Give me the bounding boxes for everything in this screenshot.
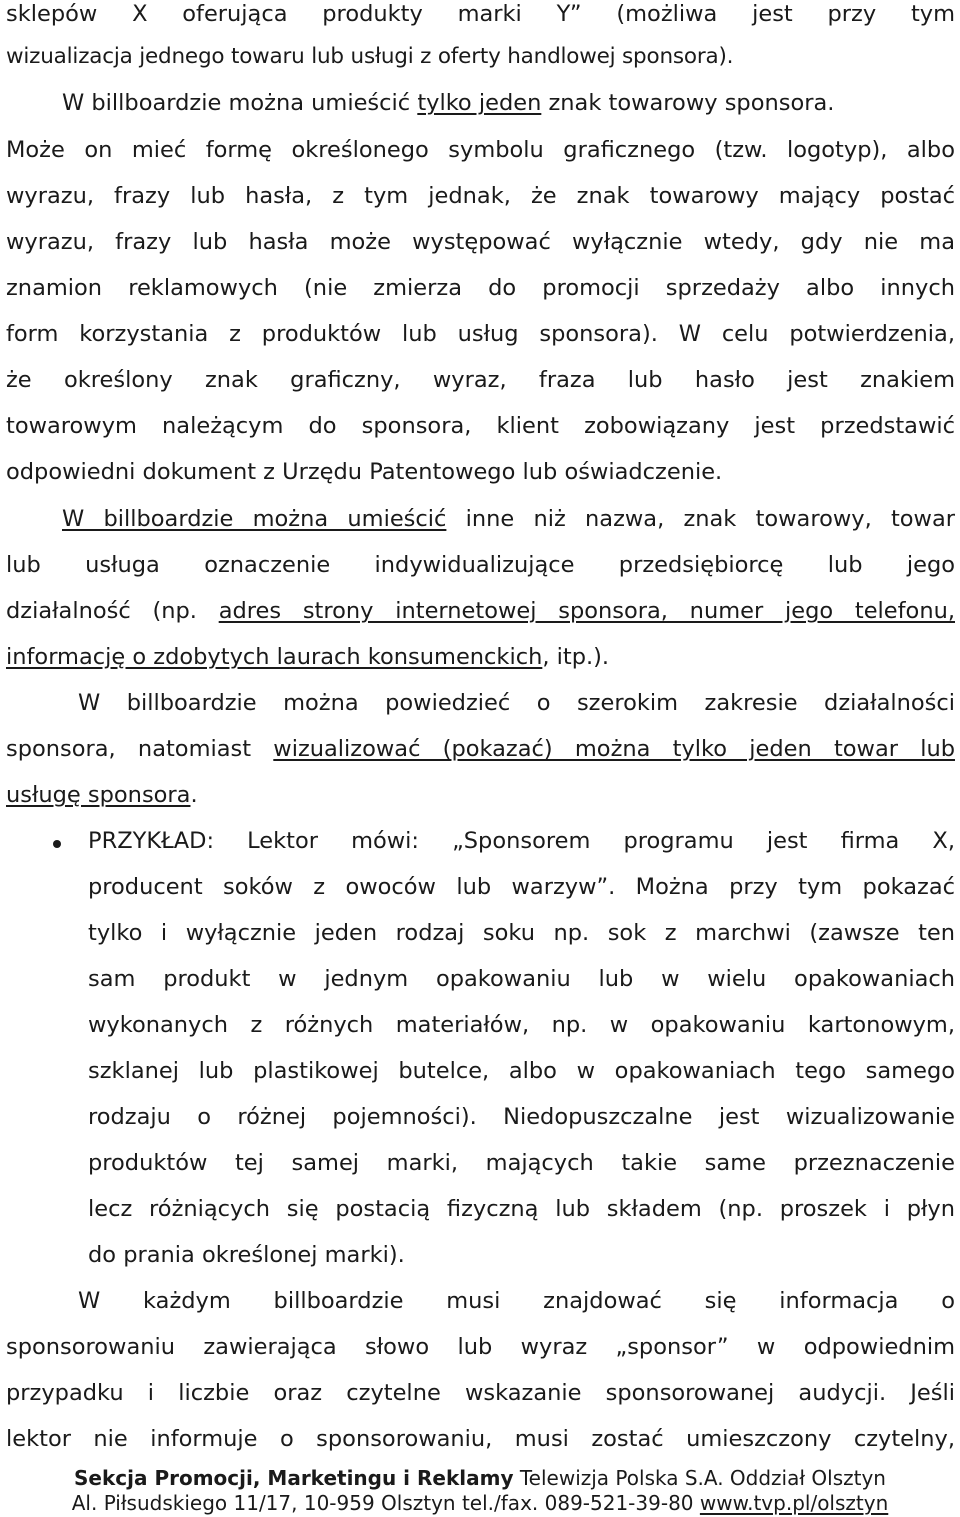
- text-line: W billboardzie można umieścić inne niż nazwa, znak towarowy, towar: [62, 506, 955, 532]
- footer-line-1: [0, 1466, 960, 1490]
- bullet-dot: [53, 840, 61, 848]
- text-line: PRZYKŁAD: Lektor mówi: „Sponsorem programu jest firma X,: [88, 828, 955, 854]
- text-line: sponsorowaniu zawierająca słowo lub wyraz „sponsor” w odpowiednim: [6, 1334, 955, 1360]
- text-line: wizualizacja jednego towaru lub usługi z oferty handlowej sponsora).: [6, 44, 734, 69]
- text-line: Może on mieć formę określonego symbolu graficznego (tzw. logotyp), albo: [6, 137, 955, 163]
- footer-department: Sekcja Promocji, Marketingu i Reklamy: [74, 1466, 514, 1490]
- text-line: towarowym należącym do sponsora, klient zobowiązany jest przedstawić: [6, 413, 955, 439]
- text-line: znamion reklamowych (nie zmierza do promocji sprzedaży albo innych: [6, 275, 955, 301]
- text-line: lecz różniących się postacią fizyczną lub składem (np. proszek i płyn: [88, 1196, 955, 1222]
- text-line: rodzaju o różnej pojemności). Niedopuszczalne jest wizualizowanie: [88, 1104, 955, 1130]
- text-line: lektor nie informuje o sponsorowaniu, musi zostać umieszczony czytelny,: [6, 1426, 955, 1452]
- text-line: że określony znak graficzny, wyraz, fraza lub hasło jest znakiem: [6, 367, 955, 393]
- text-line: W billboardzie można umieścić tylko jeden znak towarowy sponsora.: [62, 90, 835, 116]
- text-line: sam produkt w jednym opakowaniu lub w wielu opakowaniach: [88, 966, 955, 992]
- footer-website-link[interactable]: www.tvp.pl/olsztyn: [699, 1491, 889, 1515]
- text-line: lub usługa oznaczenie indywidualizujące przedsiębiorcę lub jego: [6, 552, 955, 578]
- text-line: wyrazu, frazy lub hasła może występować wyłącznie wtedy, gdy nie ma: [6, 229, 955, 255]
- text-line: wykonanych z różnych materiałów, np. w opakowaniu kartonowym,: [88, 1012, 955, 1038]
- text-line: W każdym billboardzie musi znajdować się informacja o: [78, 1288, 955, 1314]
- text-line: działalność (np. adres strony internetowej sponsora, numer jego telefonu,: [6, 598, 955, 624]
- text-line: przypadku i liczbie oraz czytelne wskazanie sponsorowanej audycji. Jeśli: [6, 1380, 955, 1406]
- text-line: tylko i wyłącznie jeden rodzaj soku np. sok z marchwi (zawsze ten: [88, 920, 955, 946]
- text-line: form korzystania z produktów lub usług sponsora). W celu potwierdzenia,: [6, 321, 955, 347]
- text-line: sklepów X oferująca produkty marki Y” (możliwa jest przy tym: [6, 1, 955, 27]
- text-line: wyrazu, frazy lub hasła, z tym jednak, że znak towarowy mający postać: [6, 183, 955, 209]
- text-line: W billboardzie można powiedzieć o szerokim zakresie działalności: [78, 690, 955, 716]
- footer-organization: Telewizja Polska S.A. Oddział Olsztyn: [513, 1466, 886, 1490]
- text-line: producent soków z owoców lub warzyw”. Można przy tym pokazać: [88, 874, 955, 900]
- text-line: sponsora, natomiast wizualizować (pokazać) można tylko jeden towar lub: [6, 736, 955, 762]
- text-line: informację o zdobytych laurach konsumenckich, itp.).: [6, 644, 610, 670]
- text-line: szklanej lub plastikowej butelce, albo w opakowaniach tego samego: [88, 1058, 955, 1084]
- text-line: do prania określonej marki).: [88, 1242, 405, 1268]
- footer-line-2: [0, 1491, 960, 1515]
- text-line: odpowiedni dokument z Urzędu Patentowego lub oświadczenie.: [6, 459, 723, 485]
- footer-address: Al. Piłsudskiego 11/17, 10-959 Olsztyn tel./fax. 089-521-39-80: [71, 1491, 700, 1515]
- text-line: produktów tej samej marki, mających takie same przeznaczenie: [88, 1150, 955, 1176]
- text-line: usługę sponsora.: [6, 782, 198, 808]
